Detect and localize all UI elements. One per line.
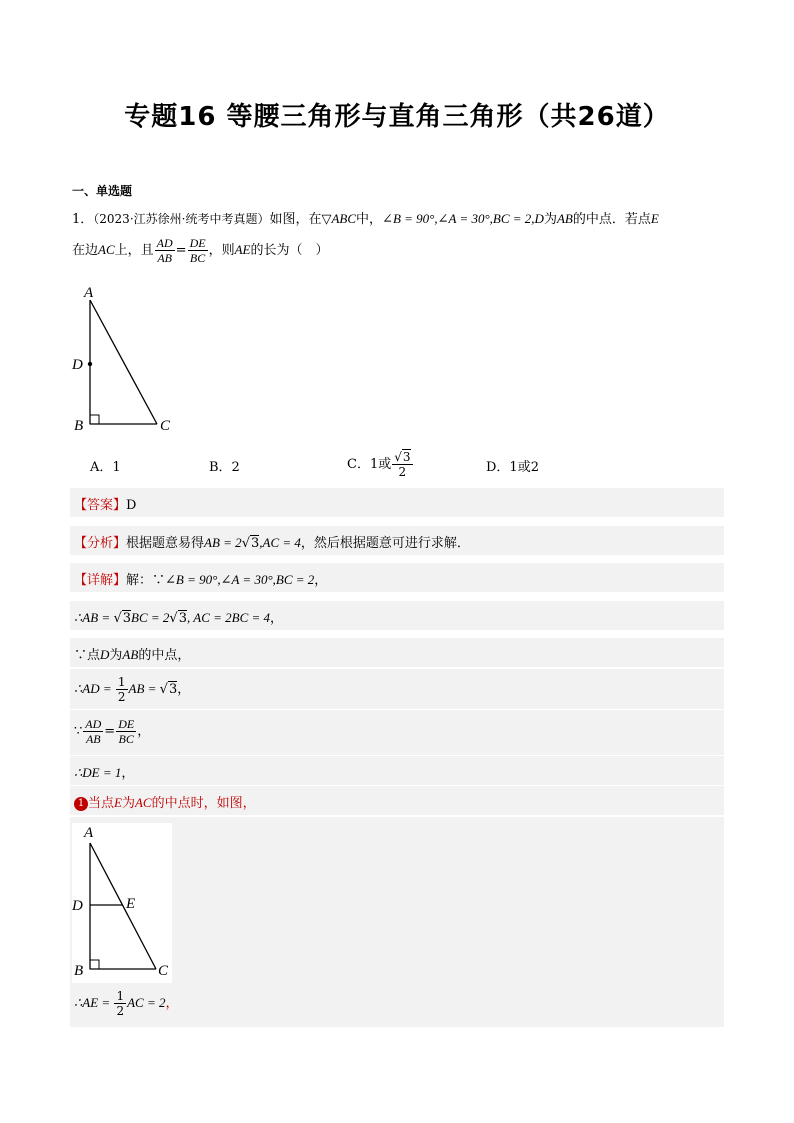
detail-row-6: ∴DE = 1，: [70, 755, 724, 785]
fraction-ad-ab: $\frac{AD}{AB}$: [156, 236, 173, 265]
triangle-figure-2: [72, 823, 172, 983]
label-b: B: [74, 418, 84, 434]
option-a: A．1: [90, 460, 121, 475]
circled-number: 1: [74, 797, 88, 811]
label-c: C: [158, 963, 169, 979]
answer-row: 【答案】D: [70, 487, 724, 517]
fraction-de-bc: $\frac{DE}{BC}$: [189, 236, 206, 265]
detail-row-7: 1 当点E为AC的中点时，如图，: [70, 785, 724, 815]
analysis-row: 【分析】根据题意易得AB = 2√3,AC = 4，然后根据题意可进行求解．: [70, 525, 724, 555]
triangle-figure-1: [70, 282, 190, 438]
detail-row-1: 【详解】解：∵∠B = 90°,∠A = 30°,BC = 2，: [70, 562, 724, 592]
label-a: A: [84, 285, 94, 301]
detail-row-4: ∴AD = $\frac{1}{2}$ AB = √3，: [70, 668, 724, 709]
label-d: D: [72, 357, 83, 373]
label-a: A: [84, 825, 94, 841]
label-b: B: [74, 963, 84, 979]
section-heading: 一、单选题: [72, 184, 133, 198]
option-d: D．1或2: [486, 460, 539, 475]
label-c: C: [160, 418, 171, 434]
detail-row-5: ∵ $\frac{AD}{AB}$ = $\frac{DE}{BC}$ ，: [70, 709, 724, 755]
question-line-2: 在边AC上，且 $\frac{AD}{AB}$ = $\frac{DE}{BC}$ ，则AE的长为（ ）: [72, 236, 329, 265]
detail-row-8: ∴AE = $\frac{1}{2}$ AC = 2，: [74, 989, 179, 1018]
answer-value: D: [126, 498, 137, 513]
question-line-1: 1．（2023·江苏徐州·统考中考真题）如图，在▽ABC中，∠B = 90°,∠A = 30°,BC = 2,D为AB的中点．若点E: [72, 211, 659, 227]
detail-row-2: ∴AB = √3BC = 2√3, AC = 2BC = 4，: [70, 600, 724, 630]
detail-figure-box: [70, 816, 724, 1027]
detail-row-3: ∵点D为AB的中点，: [70, 637, 724, 667]
option-b: B．2: [209, 460, 240, 475]
question-source: （2023·江苏徐州·统考中考真题）: [93, 212, 270, 226]
label-d: D: [72, 898, 83, 914]
page-title: 专题16 等腰三角形与直角三角形（共26道）: [124, 102, 670, 132]
option-c: C．1或 $\frac{√3}{2}$: [347, 450, 411, 479]
label-e: E: [126, 896, 136, 912]
